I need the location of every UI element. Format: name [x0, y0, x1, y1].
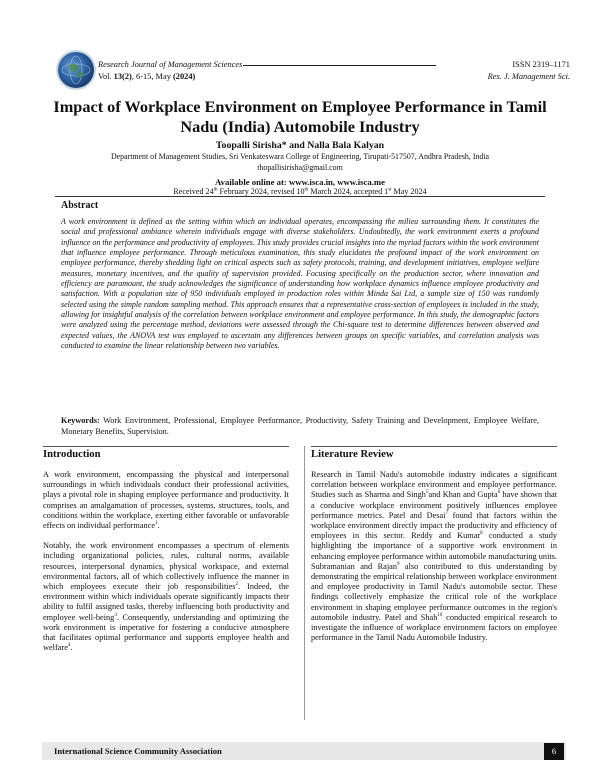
intro-text: . Indeed, the environment within which individuals operate significantly impacts their ability to fulfil assigned tasks, thereby influencing both productivity and employee well-being: [43, 582, 289, 622]
journal-header-left: [98, 59, 436, 82]
affiliation-text: Department of Management Studies, Sri Venkateswara College of Engineering, Tirupati-517507, Andhra Pradesh, India: [110, 152, 490, 161]
lit-text: Research in Tamil Nadu's automobile industry indicates a significant correlation between workplace environment and employee performance. Studies such as Sharma and Singh: [311, 470, 557, 500]
lit-text: have shown that a conducive workplace environment positively influences employee performance metrics. Patel and Desai: [311, 490, 557, 520]
received-dates: [40, 187, 560, 196]
citation: 1: [155, 521, 158, 527]
citation: 8: [480, 531, 483, 537]
intro-text: Notably, the work environment encompasses a spectrum of elements including organizational policies, rules, cultural norms, available resources, interpersonal dynamics, physical workspace, and external environmental factors, all of which collectively influence the manner in which employees execute their job responsibilities: [43, 541, 289, 592]
keywords-list: Work Environment, Professional, Employee Performance, Productivity, Safety Training and Development, Employee Welfare, Monetary Benefits, Supervision.: [61, 416, 539, 436]
received-part: Received 24: [173, 187, 214, 196]
year: (2024): [172, 71, 196, 81]
received-sup: th: [213, 187, 218, 193]
received-sup: st: [388, 187, 392, 193]
journal-header-right: [488, 59, 570, 82]
pages: , 6-15, May: [131, 71, 173, 81]
footer-association: International Science Community Association: [54, 746, 222, 756]
introduction-paragraph-1: A work environment, encompassing the physical and interpersonal surroundings in which individuals conduct their professional activities, plays a pivotal role in shaping employee performance and productivity. It comprises an amalgamation of processes, systems, structures, tools, and conditions within the workplace, exerting either favorable or unfavorable effects on individual performance$^1$.: [43, 470, 289, 531]
introduction-heading-text: Introduction: [43, 449, 101, 460]
literature-review-section: [311, 446, 557, 653]
lit-text: also contributed to this understanding by demonstrating the empirical relationship between workplace environment and employee productivity in Tamil Nadu's automobile sector. These findings collectively emphasize the critical role of the workplace environment in shaping employee performance outcomes in the region's automobile industry. Patel and Shah: [311, 561, 557, 622]
received-sup: th: [304, 187, 309, 193]
received-part: May 2024: [391, 187, 427, 196]
citation: 2: [235, 582, 238, 588]
lit-text: conducted empirical research to investigate the influence of workplace environment factors on employee performance in the Tamil Nadu Automobile Industry.: [311, 612, 557, 643]
citation: 7: [445, 511, 448, 517]
author-affiliation: [40, 152, 560, 173]
journal-logo-globe-icon: [58, 52, 94, 88]
article-authors: Toopalli Sirisha* and Nalla Bala Kalyan: [215, 140, 385, 151]
literature-paragraph: [311, 470, 557, 643]
literature-heading-text: Literature Review: [311, 449, 394, 460]
issn: ISSN 2319–1171: [512, 60, 570, 69]
volume-prefix: Vol.: [98, 71, 114, 81]
keywords: [61, 416, 539, 437]
introduction-paragraph-2: Notably, the work environment encompasses a spectrum of elements including organizational policies, rules, cultural norms, available resources, interpersonal dynamics, physical workspace, and external environmental factors, all of which collectively influence the manner in which employees execute their job responsibilities$^2$. Indeed, the environment within which individuals operate significantly impacts their ability to fulfil assigned tasks, thereby influencing both productivity and employee well-being$^3$. Consequently, understanding and optimizing the work environment is imperative for fostering a conducive atmosphere that facilitates optimal performance and supports employee health and welfare$^4$.: [43, 541, 289, 653]
introduction-section: [43, 446, 289, 663]
citation: 4: [67, 643, 71, 649]
citation: 10: [437, 613, 443, 619]
intro-text: . Consequently, understanding and optimizing the work environment is imperative for fostering a conducive atmosphere that facilitates optimal performance and supports employee health and welfare: [43, 612, 289, 653]
availability-line: Available online at: www.isca.in, www.isca.me: [215, 177, 385, 187]
citation: 5: [425, 490, 429, 496]
introduction-heading: [43, 446, 289, 464]
literature-review-body: [311, 470, 557, 643]
page-number: 6: [544, 743, 564, 760]
intro-text: A work environment, encompassing the physical and interpersonal surroundings in which individuals conduct their professional activities, plays a pivotal role in shaping employee performance and productivity. It comprises an amalgamation of processes, systems, structures, tools, and conditions within the workplace, exerting either favorable or unfavorable effects on individual performance: [43, 470, 289, 531]
literature-review-heading: [311, 446, 557, 464]
citation: 9: [396, 562, 400, 568]
citation: 3: [114, 612, 117, 618]
lit-text: and Khan and Gupta: [428, 490, 498, 500]
abstract-heading: Abstract: [61, 200, 99, 211]
column-divider: [304, 446, 305, 720]
citation: 6: [497, 490, 501, 496]
lit-text: found that factors within the workplace environment directly impact the productivity and efficiency of employees in this sector. Reddy and Kumar: [311, 510, 557, 541]
header-rule: [243, 65, 436, 66]
abstract-text: A work environment is defined as the setting within which an individual operates, encompassing the milieu surrounding them. It constitutes the social and professional ambiance wherein individuals engage with diverse stakeholders. Undoubtedly, the work environment exerts a profound influence on the performance and productivity of employees. This study provides crucial insights into the myriad factors within the work environment that influence employee performance. Through meticulous examination, this study elucidates the profound impact of the work environment on employee performance, thereby shedding light on critical aspects such as safety protocols, training, and development initiatives, employee welfare measures, monetary incentives, and the quality of supervision provided. Focusing specifically on the production sector, where innovation and efficiency are paramount, the study acknowledges the significance of understanding how workplace dynamics influence employee productivity and satisfaction. With a population size of 950 individuals employed in production roles within Minda Sai Ltd, a sample size of 150 was randomly selected using the simple random sampling method. This approach ensures that a representative cross-section of employees is included in the study, allowing for insightful analysis of the correlation between workplace environment and employee performance. In this study, the demographic factors were analyzed using the percentage method, deviations were assessed through the Chi-square test to determine differences between observed and expected values, the ANOVA test was employed to ascertain any differences between groups on specific variables, and correlation analysis was conducted to examine the linear relationship between two variables.: [61, 217, 539, 351]
introduction-body: [43, 470, 289, 653]
author-email: thopallisirisha@gmail.com: [257, 162, 343, 172]
volume: 13(2): [113, 71, 132, 81]
received-part: March 2024, accepted 1: [308, 187, 389, 196]
journal-name: Research Journal of Management Sciences: [98, 60, 243, 69]
keywords-label: Keywords:: [61, 416, 100, 425]
journal-volume-line: [98, 71, 436, 83]
article-title: Impact of Workplace Environment on Employee Performance in Tamil Nadu (India) Automobile Industry: [53, 97, 547, 136]
received-part: February 2024, revised 10: [217, 187, 305, 196]
lit-text: conducted a study highlighting the importance of a supportive work environment in enhancing employee performance within automobile manufacturing units. Subramanian and Rajan: [311, 531, 557, 571]
journal-abbrev: Res. J. Management Sci.: [487, 71, 570, 81]
